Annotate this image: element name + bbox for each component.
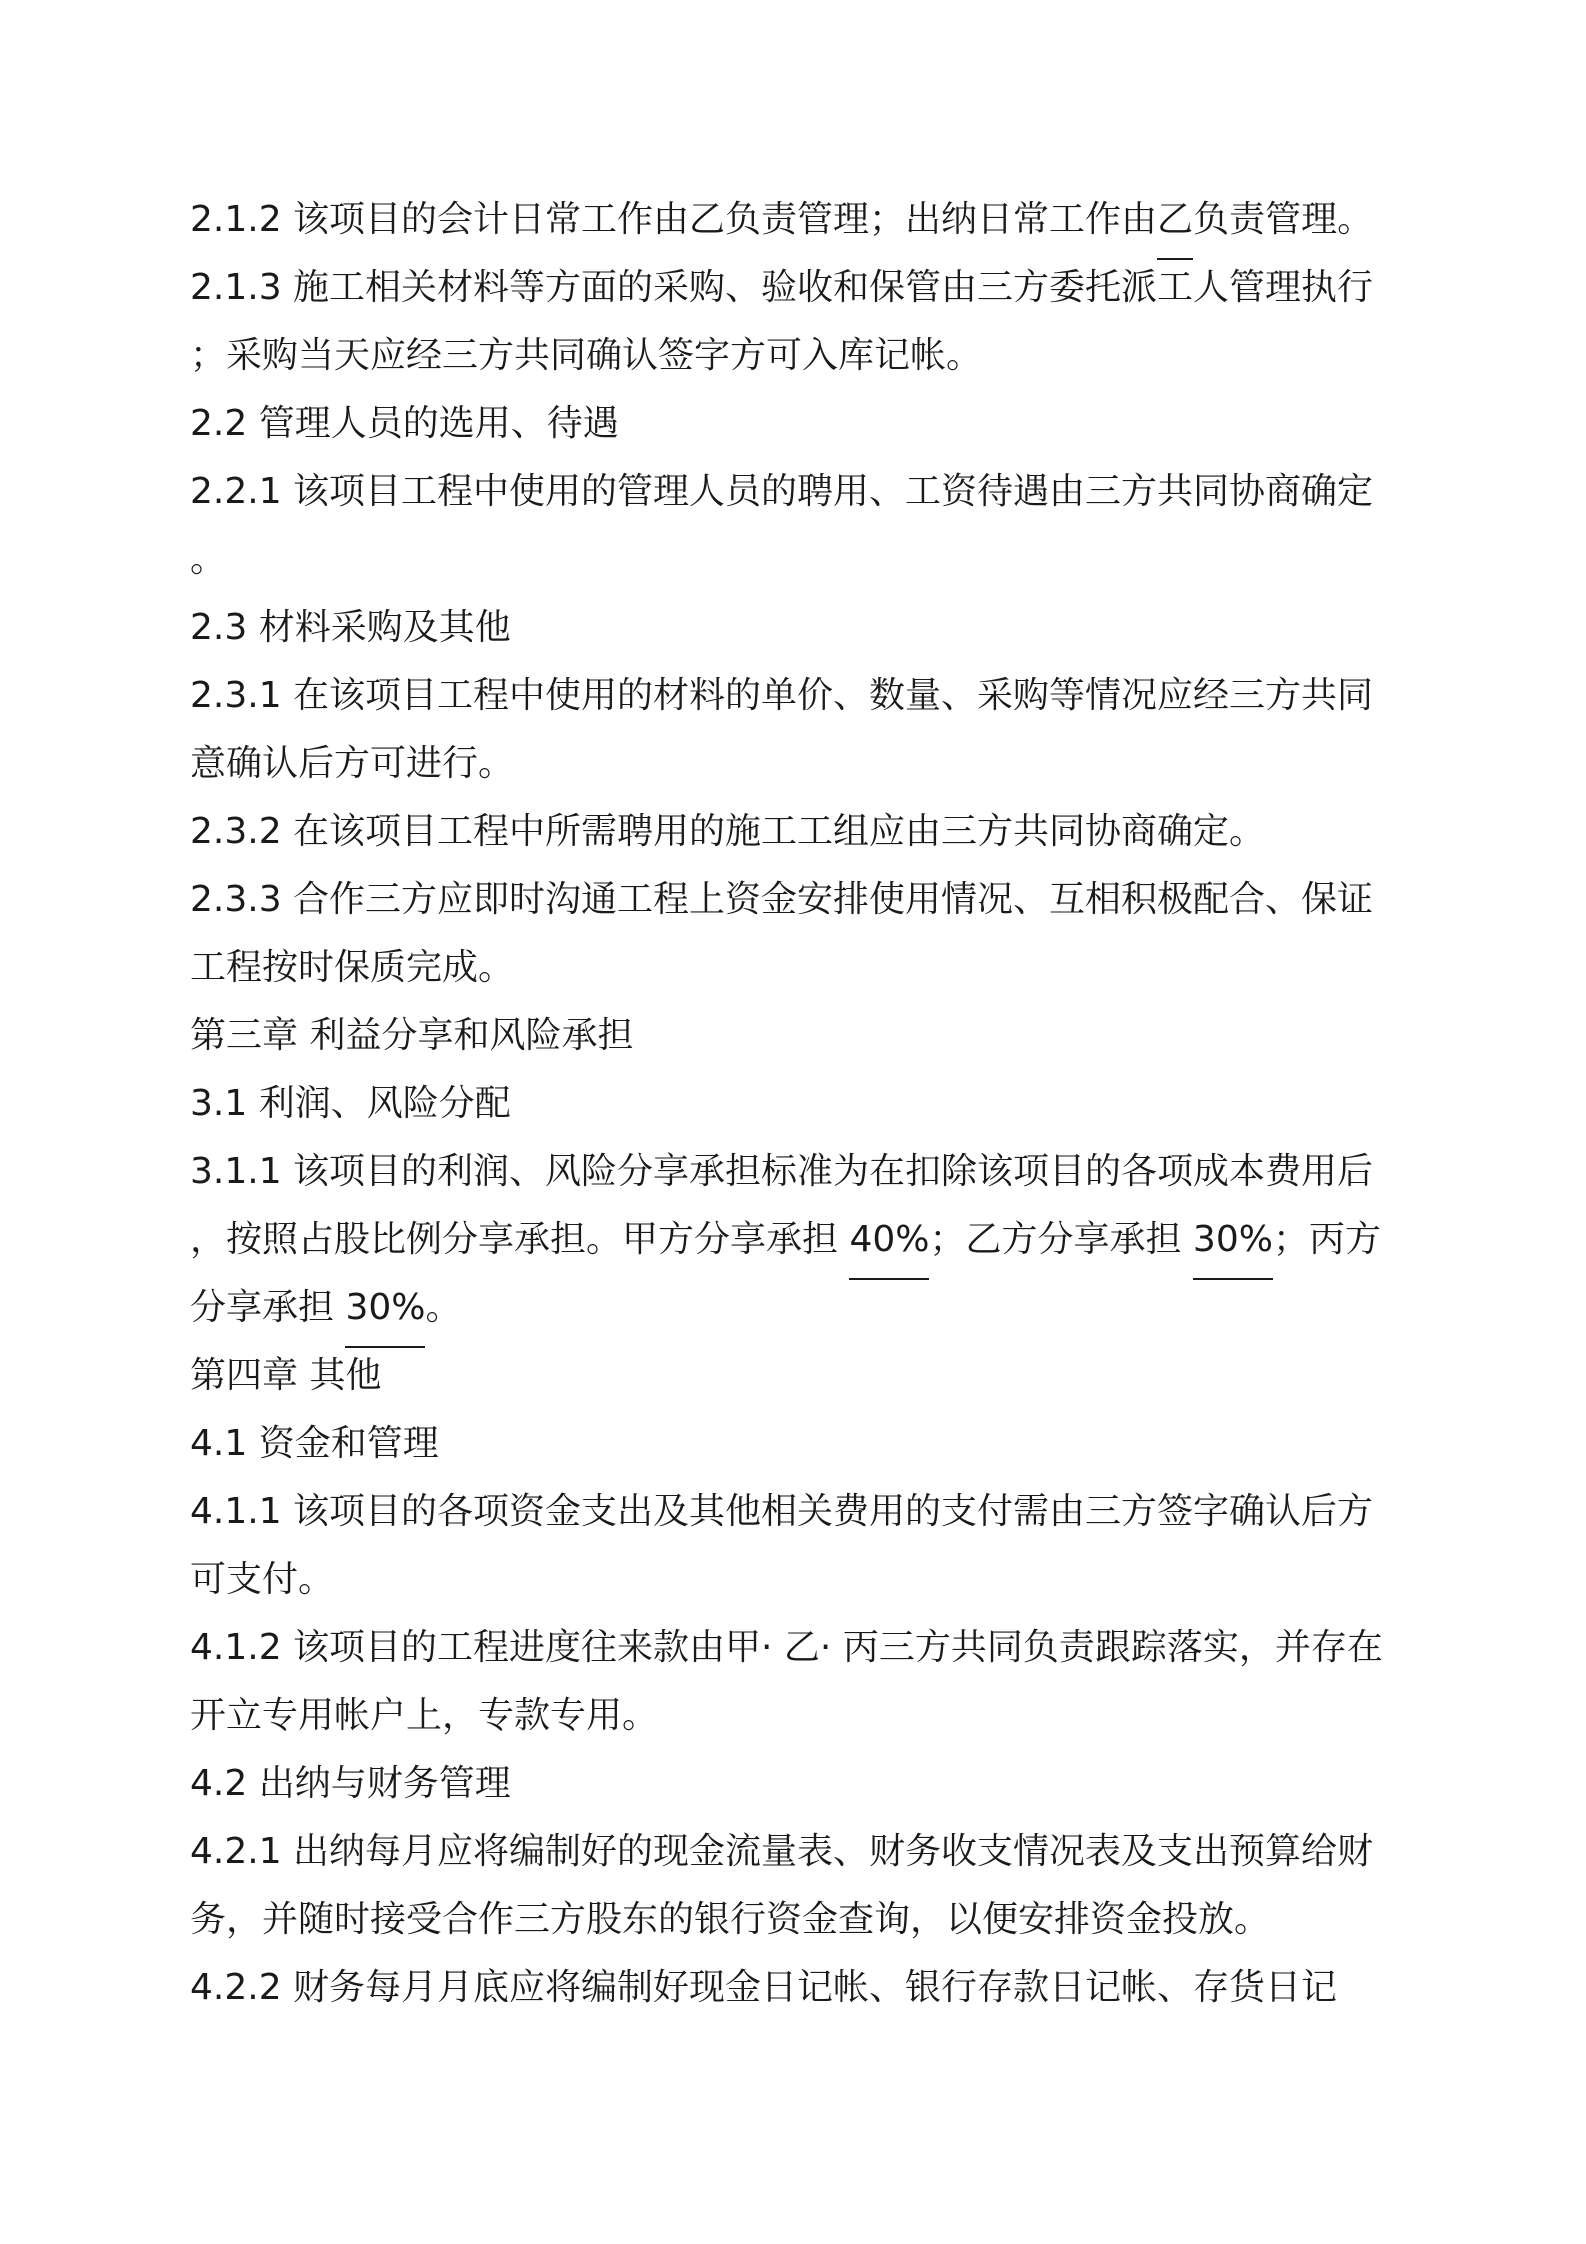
clause-text: 2.1.2 该项目的会计日常工作由乙负责管理；出纳日常工作由 <box>190 199 1158 240</box>
clause-2-1-3: 2.1.3 施工相关材料等方面的采购、验收和保管由三方委托派工人管理执行；采购当天应经三方共同确认签字方可入库记帐。 <box>190 267 1374 376</box>
clause-2-3-2: 2.3.2 在该项目工程中所需聘用的施工工组应由三方共同协商确定。 <box>190 811 1266 852</box>
share-party-b: 30% <box>1193 1206 1273 1274</box>
section-heading-3-1: 3.1 利润、风险分配 <box>190 1083 511 1124</box>
clause-text: ；乙方分享承担 <box>929 1219 1193 1260</box>
section-heading-2-2: 2.2 管理人员的选用、待遇 <box>190 403 619 444</box>
clause-2-3-3: 2.3.3 合作三方应即时沟通工程上资金安排使用情况、互相积极配合、保证工程按时保质完成。 <box>190 879 1374 988</box>
chapter-heading-4: 第四章 其他 <box>190 1355 382 1396</box>
section-heading-2-3: 2.3 材料采购及其他 <box>190 607 511 648</box>
clause-4-2-2: 4.2.2 财务每月月底应将编制好现金日记帐、银行存款日记帐、存货日记 <box>190 1967 1338 2008</box>
clause-2-2-1: 2.2.1 该项目工程中使用的管理人员的聘用、工资待遇由三方共同协商确定。 <box>190 471 1374 580</box>
underlined-party: 乙 <box>1157 186 1193 254</box>
clause-text: 3.1.1 该项目的利润、风险分享承担标准为在扣除该项目的各项成本费用后，按照占股比例分享承担。甲方分享承担 <box>190 1151 1374 1260</box>
clause-4-1-2: 4.1.2 该项目的工程进度往来款由甲· 乙· 丙三方共同负责跟踪落实，并存在开立专用帐户上，专款专用。 <box>190 1627 1383 1736</box>
share-party-a: 40% <box>849 1206 929 1274</box>
clause-text: 负责管理。 <box>1193 199 1374 240</box>
clause-4-2-1: 4.2.1 出纳每月应将编制好的现金流量表、财务收支情况表及支出预算给财务，并随时接受合作三方股东的银行资金查询，以便安排资金投放。 <box>190 1831 1374 1940</box>
clause-3-1-1 <box>190 1138 1390 1342</box>
section-heading-4-1: 4.1 资金和管理 <box>190 1423 439 1464</box>
clause-2-1-2 <box>190 186 1390 254</box>
share-party-c: 30% <box>345 1274 425 1342</box>
document-body <box>190 186 1390 2022</box>
clause-2-3-1: 2.3.1 在该项目工程中使用的材料的单价、数量、采购等情况应经三方共同意确认后方可进行。 <box>190 675 1374 784</box>
section-heading-4-2: 4.2 出纳与财务管理 <box>190 1763 511 1804</box>
clause-4-1-1: 4.1.1 该项目的各项资金支出及其他相关费用的支付需由三方签字确认后方可支付。 <box>190 1491 1374 1600</box>
chapter-heading-3: 第三章 利益分享和风险承担 <box>190 1015 634 1056</box>
clause-text: ；丙方分享承担 <box>190 1219 1381 1328</box>
clause-text: 。 <box>425 1287 462 1328</box>
